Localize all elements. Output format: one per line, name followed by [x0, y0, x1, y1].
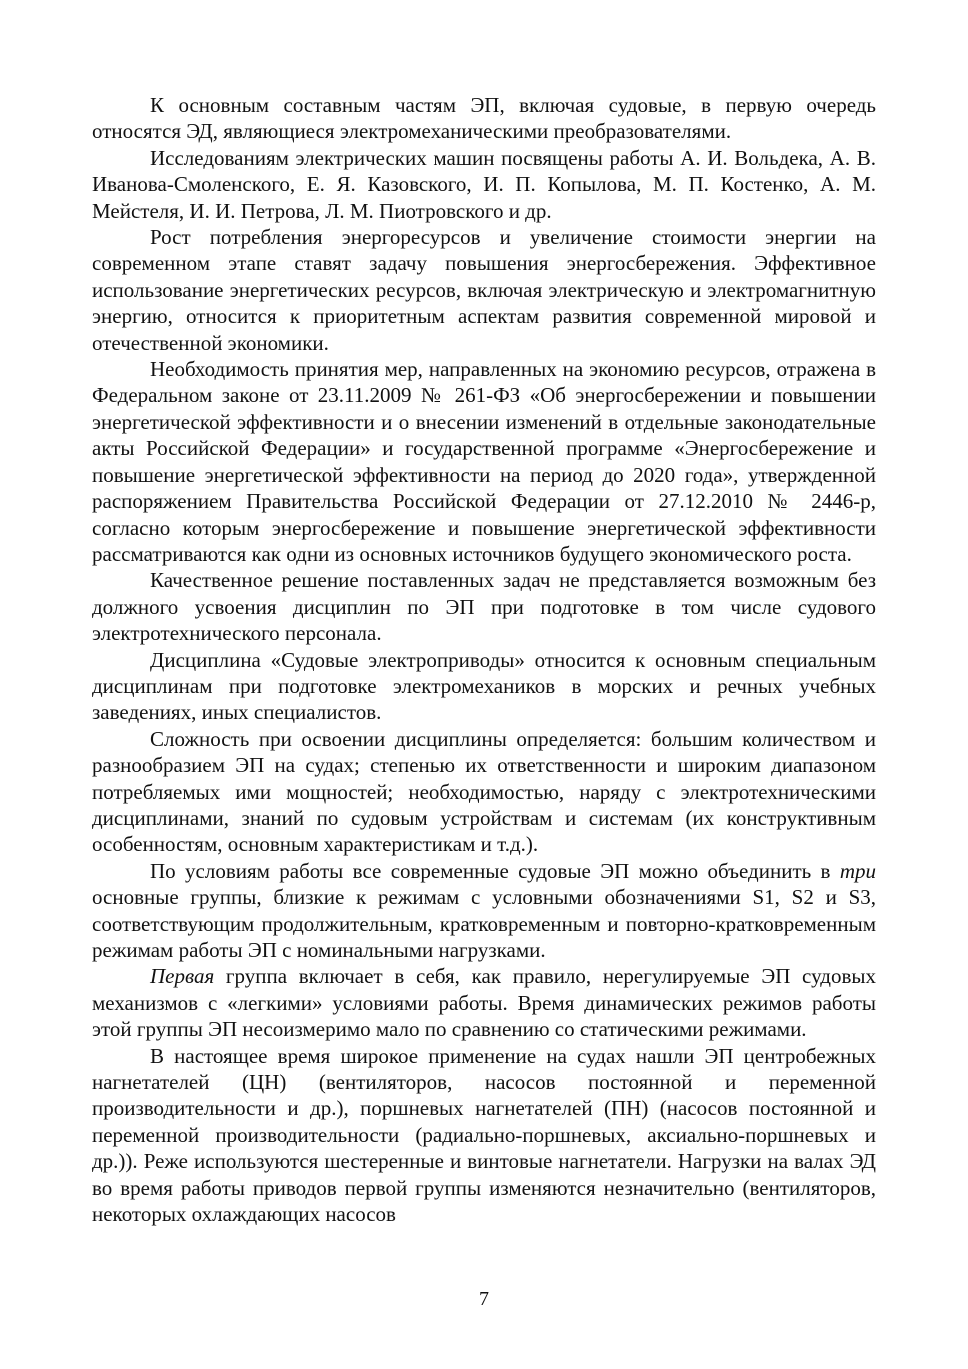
paragraph-9 [92, 963, 876, 1042]
paragraph-8-start: По условиям работы все современные судовые ЭП можно объединить в [150, 858, 840, 883]
paragraph-7: Сложность при освоении дисциплины определяется: большим количеством и разнообразием ЭП на судах; степенью их ответственности и широким диапазоном потребляемых ими мощностей; необходимостью, наряду с электротехническими дисциплинами, знаний по судовым устройствам и системам (их конструктивным особенностям, основным характеристикам и т.д.). [92, 726, 876, 857]
page-number: 7 [479, 1288, 489, 1310]
paragraph-9-end: группа включает в себя, как правило, нерегулируемые ЭП судовых механизмов с «легкими» условиями работы. Время динамических режимов работы этой группы ЭП несоизмеримо мало по сравнению со статическими режимами. [92, 964, 876, 1042]
paragraph-3: Рост потребления энергоресурсов и увеличение стоимости энергии на современном этапе ставят задачу повышения энергосбережения. Эффективное использование энергетических ресурсов, включая электрическую и электромагнитную энергию, относится к приоритетным аспектам развития современной мировой и отечественной экономики. [92, 225, 876, 355]
paragraph-4: Необходимость принятия мер, направленных на экономию ресурсов, отражена в Федеральном законе от 23.11.2009 № 261-ФЗ «Об энергосбережении и повышении энергетической эффективности и о внесении изменений в отдельные законодательные акты Российской Федерации» и государственной программе «Энергосбережение и повышение энергетической эффективности на период до 2020 года», утвержденной распоряжением Правительства Российской Федерации от 27.12.2010 № 2446-р, согласно которым энергосбережение и повышение энергетической эффективности рассматриваются как одни из основных источников будущего экономического роста. [92, 357, 876, 566]
paragraph-2: Исследованиям электрических машин посвящены работы А. И. Вольдека, А. В. Иванова-Смоленского, Е. Я. Казовского, И. П. Копылова, М. П. Костенко, А. М. Мейстеля, И. И. Петрова, Л. М. Пиотровского и др. [92, 145, 876, 223]
paragraph-10: В настоящее время широкое применение на судах нашли ЭП центробежных нагнетателей (ЦН) (вентиляторов, насосов постоянной и переменной производительности и др.), поршневых нагнетателей (ПН) (насосов постоянной и переменной производительности (радиально-поршневых, аксиально-поршневых и др.)). Реже используются шестеренные и винтовые нагнетатели. Нагрузки на валах ЭД во время работы приводов первой группы изменяются незначительно (вентиляторов, некоторых охлаждающих насосов [92, 1043, 876, 1227]
paragraph-1: К основным составным частям ЭП, включая судовые, в первую очередь относятся ЭД, являющиеся электромеханическими преобразователями. [92, 93, 876, 144]
paragraph-8-italic: три [839, 858, 876, 883]
paragraph-6: Дисциплина «Судовые электроприводы» относится к основным специальным дисциплинам при подготовке электромехаников в морских и речных учебных заведениях, иных специалистов. [92, 647, 876, 725]
paragraph-8-end: основные группы, близкие к режимам с условными обозначениями S1, S2 и S3, соответствующим продолжительным, кратковременным и повторно-кратковременным режимам работы ЭП с номинальными нагрузками. [92, 885, 876, 962]
paragraph-9-italic: Первая [150, 964, 215, 989]
paragraph-5: Качественное решение поставленных задач не представляется возможным без должного усвоения дисциплин по ЭП при подготовке в том числе судового электротехнического персонала. [92, 568, 876, 646]
paragraph-8 [92, 858, 876, 964]
document-body [92, 92, 876, 1227]
